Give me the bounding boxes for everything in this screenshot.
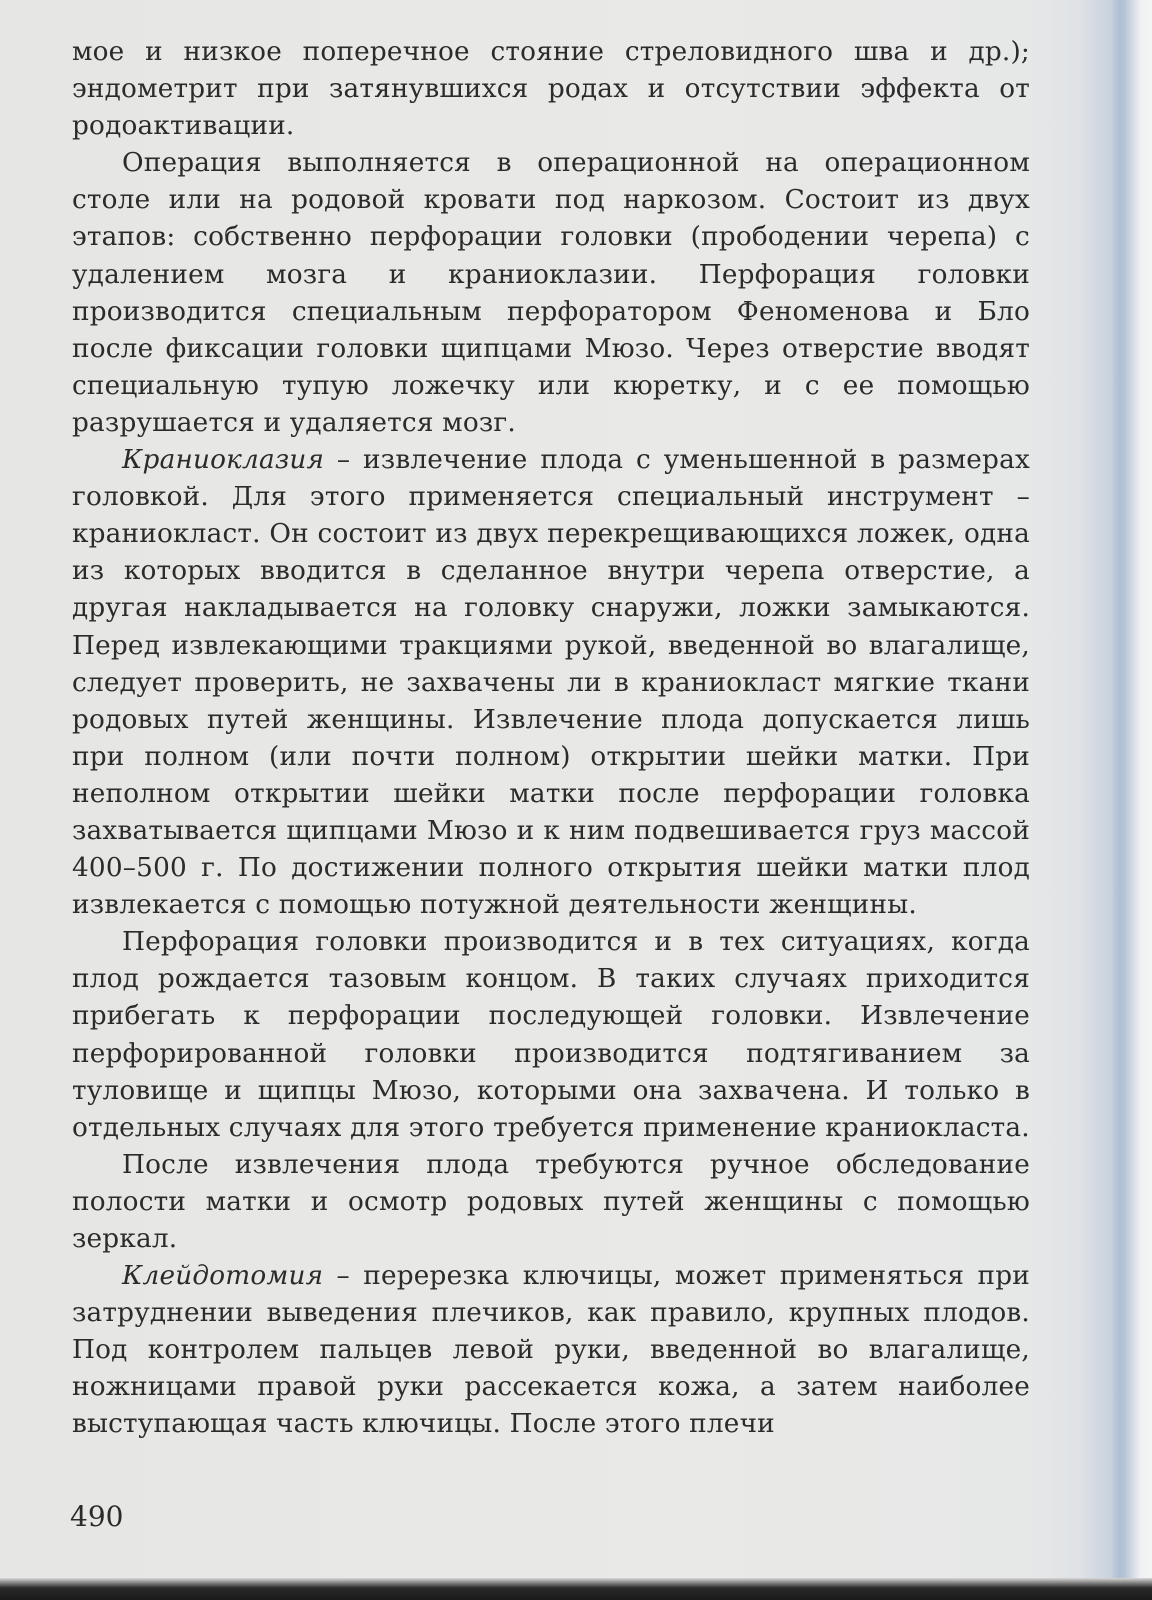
paragraph-cranioclasia	[72, 442, 1030, 924]
page-bottom-edge	[0, 1578, 1152, 1600]
paragraph-perforation	[72, 924, 1030, 1147]
paragraph-text: После извлечения плода требуются ручное обследование полости матки и осмотр родовых путей женщины с помощью зеркал.	[72, 1149, 1030, 1254]
paragraph-lead-term: Краниоклазия	[122, 445, 325, 476]
paragraph-text: мое и низкое поперечное стояние стреловидного шва и др.); эндометрит при затянувшихся родах и отсутствии эффекта от родоактивации.	[72, 37, 1030, 142]
paragraph-cleidotomy	[72, 1258, 1030, 1443]
body-text	[72, 34, 1030, 1444]
paragraph-after-extraction	[72, 1147, 1030, 1258]
paragraph-text: – извлечение плода с уменьшенной в размерах головкой. Для этого применяется специальный инструмент – краниокласт. Он состоит из двух перекрещивающихся ложек, одна из которых вводится в сделанное внутри черепа отверстие, а другая накладывается на головку снаружи, ложки замыкаются. Перед извлекающими тракциями рукой, введенной во влагалище, следует проверить, не захвачены ли в краниокласт мягкие ткани родовых путей женщины. Извлечение плода допускается лишь при полном (или почти полном) открытии шейки матки. При неполном открытии шейки матки после перфорации головка захватывается щипцами Мюзо и к ним подвешивается груз массой 400–500 г. По достижении полного открытия шейки матки плод извлекается с помощью потужной деятельности женщины.	[72, 445, 1030, 921]
paragraph-operation	[72, 145, 1030, 442]
paragraph-lead-term: Клейдотомия	[122, 1261, 324, 1292]
page-number: 490	[70, 1500, 124, 1533]
paragraph-continuation	[72, 34, 1030, 145]
paragraph-text: Операция выполняется в операционной на операционном столе или на родовой кровати под наркозом. Состоит из двух этапов: собственно перфорации головки (прободении черепа) с удалением мозга и краниоклазии. Перфорация головки производится специальным перфоратором Феноменова и Бло после фиксации головки щипцами Мюзо. Через отверстие вводят специальную тупую ложечку или кюретку, и с ее помощью разрушается и удаляется мозг.	[72, 148, 1030, 438]
paragraph-text: – перерезка ключицы, может применяться при затруднении выведения плечиков, как правило, крупных плодов. Под контролем пальцев левой руки, введенной во влагалище, ножницами правой руки рассекается кожа, а затем наиболее выступающая часть ключицы. После этого плечи	[72, 1261, 1030, 1440]
paragraph-text: Перфорация головки производится и в тех ситуациях, когда плод рождается тазовым концом. В таких случаях приходится прибегать к перфорации последующей головки. Извлечение перфорированной головки производится подтягиванием за туловище и щипцы Мюзо, которыми она захвачена. И только в отдельных случаях для этого требуется применение краниокласта.	[72, 927, 1030, 1143]
page-gutter-shadow	[1113, 0, 1127, 1600]
